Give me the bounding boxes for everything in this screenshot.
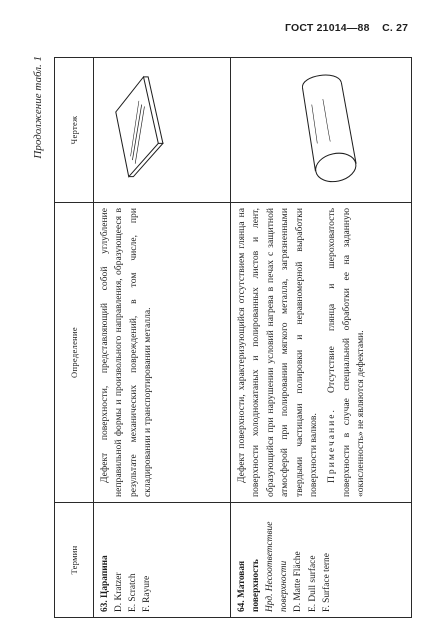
sheet-scratch-drawing xyxy=(98,63,226,197)
surface-mark xyxy=(312,105,318,144)
definition-cell xyxy=(231,203,412,503)
table-row xyxy=(94,58,231,618)
column-header-term: Термин xyxy=(55,503,94,618)
term-cell xyxy=(231,503,412,618)
continuation-label: Продолжение табл. 1 xyxy=(32,56,44,159)
term-cell xyxy=(94,503,231,618)
definition-text: Дефект поверхности, характеризующийся отсутствием глянца на поверхности холоднокатаных и полированных листов и лент, образующийся при нарушении условий нагрева в печах с защитной атмосферой при полировании мягкого металла, загрязненными твердыми частицами полировки и неравномерной выработки поверхности валков. xyxy=(236,208,319,497)
term-deprecated: Нрд. Несоответствие поверхности xyxy=(265,521,290,612)
surface-mark xyxy=(323,99,330,142)
definition-text: Дефект поверхности, представляющий собой углубление неправильной формы и произвольного направления, образующееся в результате механических повреждений, в том числе, при складировании и транспортировании металла. xyxy=(99,208,154,497)
definition-cell xyxy=(94,203,231,503)
rotated-page-area xyxy=(30,48,435,618)
table-header-row xyxy=(55,58,94,618)
note-text: Отсутствие глянца и шероховатость поверхности в случае специальной обработки ее на заданную «окисленность» не являются дефектами. xyxy=(326,208,367,497)
gost-header xyxy=(285,22,408,34)
term-title: 64. Матовая поверхность xyxy=(237,559,262,612)
gost-number: ГОСТ 21014—88 xyxy=(285,22,370,34)
table-row xyxy=(231,58,412,618)
term-translation: D. Matte Fläche xyxy=(293,551,304,612)
rotated-content xyxy=(30,48,410,618)
term-title: 63. Царапина xyxy=(100,555,110,612)
term-translation: F. Surface terne xyxy=(321,553,332,612)
term-translation: F. Rayure xyxy=(142,575,153,612)
rod-far-end xyxy=(302,75,341,88)
definition-note xyxy=(325,208,368,497)
rod-end-face xyxy=(313,150,359,186)
rod-drawing xyxy=(235,63,407,197)
note-label: Примечание. xyxy=(326,408,338,483)
drawing-cell xyxy=(94,58,231,203)
terms-table xyxy=(54,57,412,618)
sheet-front-edge xyxy=(129,143,163,176)
column-header-definition: Определение xyxy=(55,203,94,503)
rod-top-edge xyxy=(303,88,316,171)
term-translation: E. Dull surface xyxy=(307,555,318,612)
term-translation: D. Kratzer xyxy=(114,572,125,612)
term-translation: E. Scratch xyxy=(128,573,139,612)
column-header-drawing: Чертеж xyxy=(55,58,94,203)
drawing-cell xyxy=(231,58,412,203)
rod-bottom-edge xyxy=(341,82,356,163)
sheet-side-edge xyxy=(144,77,163,144)
page-number: С. 27 xyxy=(382,22,409,34)
